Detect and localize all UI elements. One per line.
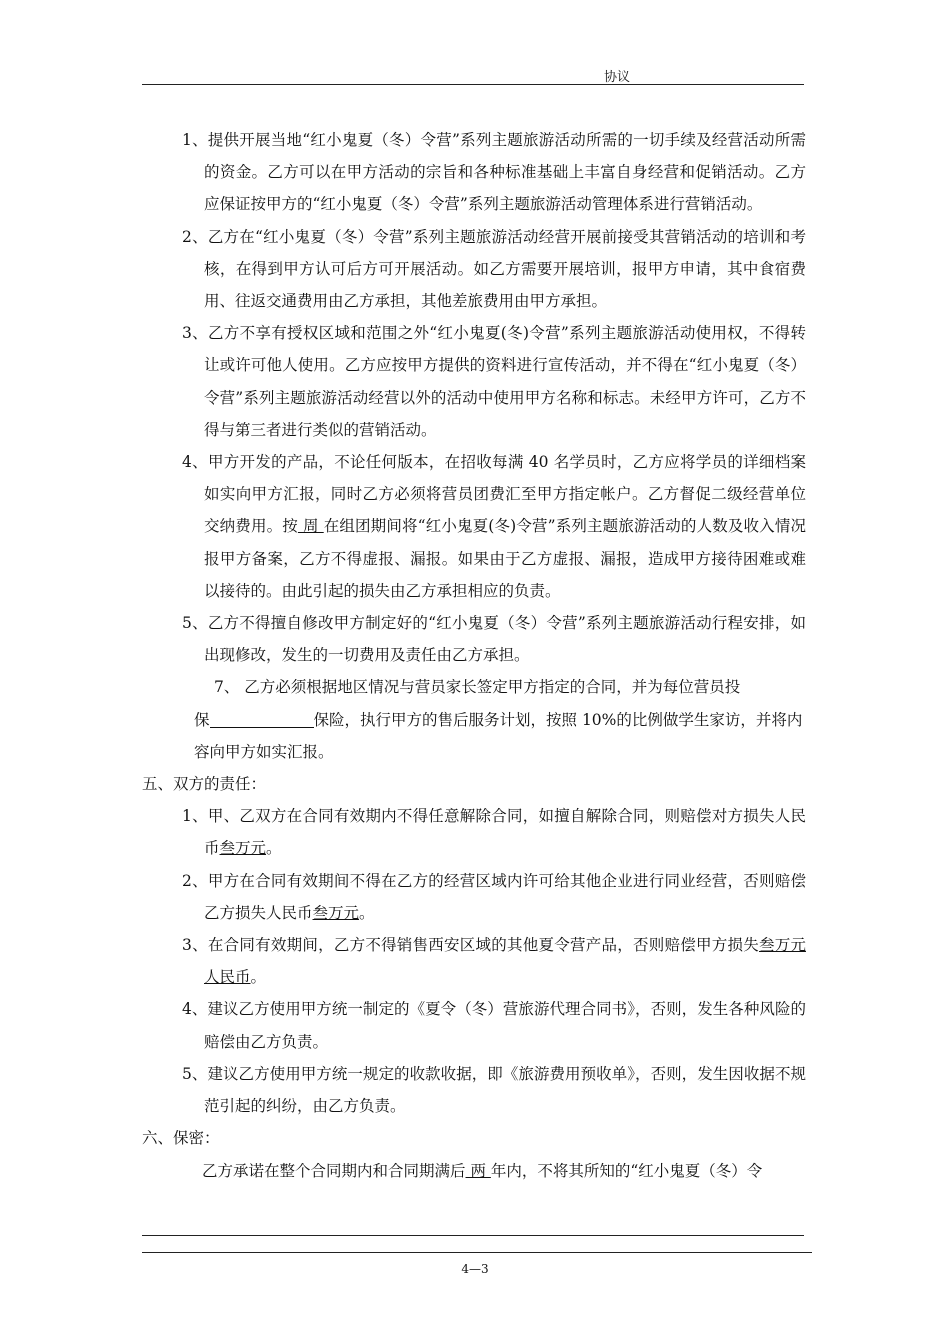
header-rule [142,84,804,85]
section-title: 五、双方的责任： [142,775,267,794]
fill-in-blank [210,709,314,728]
list-item: 4、建议乙方使用甲方统一制定的《夏令（冬）营旅游代理合同书》，否则，发生各种风险的赔偿由乙方负责。 [182,1000,806,1051]
list-item: 5、建议乙方使用甲方统一规定的收款收据，即《旅游费用预收单》，否则，发生因收据不规范引起的纠纷，由乙方负责。 [182,1064,806,1116]
document-body [142,124,806,1187]
paragraph: 乙方承诺在整个合同期内和合同期满后 两 年内，不将其所知的“红小鬼夏（冬）令 [202,1161,763,1180]
list-item: 3、在合同有效期间，乙方不得销售西安区域的其他夏令营产品，否则赔偿甲方损失叁万元人民币。 [182,936,806,987]
list-item: 3、乙方不享有授权区域和范围之外“红小鬼夏(冬)令营”系列主题旅游活动使用权，不得转让或许可他人使用。乙方应按甲方提供的资料进行宣传活动，并不得在“红小鬼夏（冬）令营”系列主题旅游活动经营以外的活动中使用甲方名称和标志。未经甲方许可，乙方不得与第三者进行类似的营销活动。 [182,324,806,439]
footer-rule-top [142,1235,804,1236]
list-item: 2、甲方在合同有效期间不得在乙方的经营区域内许可给其他企业进行同业经营，否则赔偿乙方损失人民币叁万元。 [182,871,806,922]
list-item: 7、 乙方必须根据地区情况与营员家长签定甲方指定的合同，并为每位营员投 保 保险，执行甲方的售后服务计划，按照 10%的比例做学生家访，并将内容向甲方如实汇报。 [194,678,803,761]
list-item: 4、甲方开发的产品，不论任何版本，在招收每满 40 名学员时，乙方应将学员的详细档案如实向甲方汇报，同时乙方必须将营员团费汇至甲方指定帐户。乙方督促二级经营单位交纳费用。按 周 在组团期间将“红小鬼夏(冬)令营”系列主题旅游活动的人数及收入情况报甲方备案，乙方不得虚报、漏报。如果由于乙方虚报、漏报，造成甲方接待困难或难以接待的。由此引起的损失由乙方承担相应的负责。 [182,453,806,600]
page-number: 4—3 [461,1262,489,1276]
list-item: 1、甲、乙双方在合同有效期内不得任意解除合同，如擅自解除合同，则赔偿对方损失人民币叁万元。 [182,807,806,858]
footer-rule-bottom [142,1252,812,1253]
underlined-term: 周 [297,517,324,536]
section-title: 六、保密： [142,1129,220,1148]
header-title: 协议 [604,70,631,85]
list-item: 1、提供开展当地“红小鬼夏（冬）令营”系列主题旅游活动所需的一切手续及经营活动所需的资金。乙方可以在甲方活动的宗旨和各种标准基础上丰富自身经营和促销活动。乙方应保证按甲方的“红小鬼夏（冬）令营”系列主题旅游活动管理体系进行营销活动。 [182,131,806,214]
list-item: 5、乙方不得擅自修改甲方制定好的“红小鬼夏（冬）令营”系列主题旅游活动行程安排，如出现修改，发生的一切费用及责任由乙方承担。 [182,614,806,665]
list-item: 2、乙方在“红小鬼夏（冬）令营”系列主题旅游活动经营开展前接受其营销活动的培训和考核，在得到甲方认可后方可开展活动。如乙方需要开展培训，报甲方申请，其中食宿费用、往返交通费用由乙方承担，其他差旅费用由甲方承担。 [182,227,806,311]
